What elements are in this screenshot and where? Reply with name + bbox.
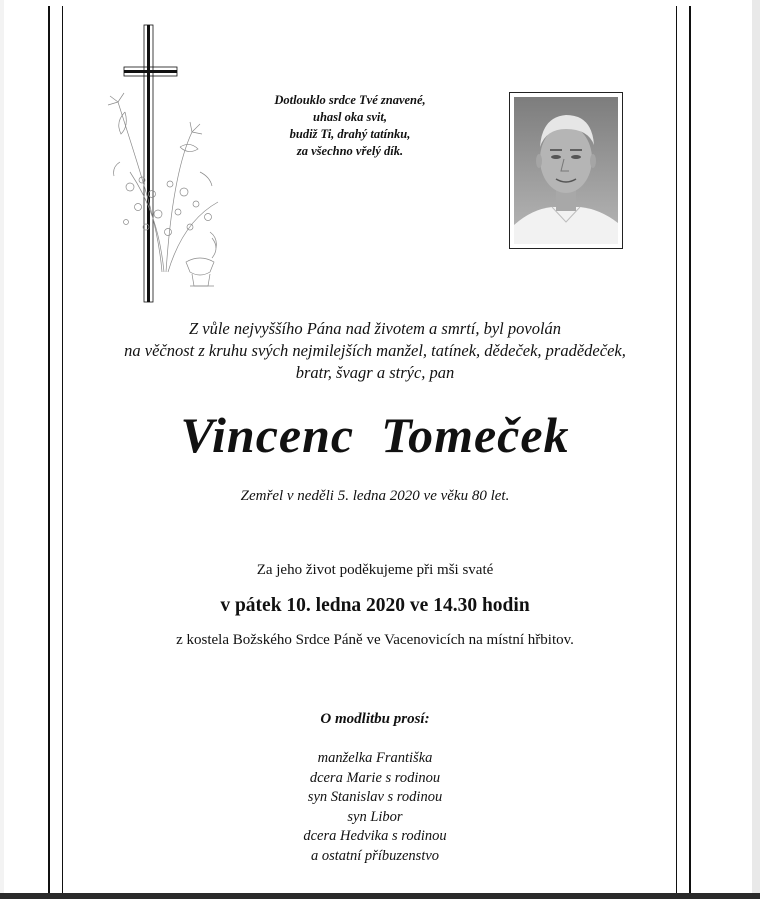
deceased-name: Vincenc Tomeček: [180, 407, 570, 463]
verse-line: Dotlouklo srdce Tvé znavené,: [274, 93, 426, 107]
mourner: syn Stanislav s rodinou: [307, 789, 443, 805]
portrait-image: [514, 97, 618, 244]
verse-line: uhasl oka svit,: [313, 110, 387, 124]
left-border-outer: [48, 6, 50, 893]
mourner: a ostatní příbuzenstvo: [310, 847, 440, 864]
cross-with-lilies: [100, 22, 235, 307]
death-notice: Zemřel v neděli 5. ledna 2020 ve věku 80 let.: [240, 488, 510, 504]
mass-thanks: Za jeho život poděkujeme při mši svaté: [256, 562, 494, 578]
funeral-location: z kostela Božského Srdce Páně ve Vacenovicích na místní hřbitov.: [176, 632, 574, 648]
mourner: dcera Hedvika s rodinou: [303, 828, 447, 844]
lily-bouquet-icon: [108, 93, 218, 286]
bottom-border: [0, 893, 760, 899]
mourners-list: [60, 749, 690, 866]
page-edge: [752, 0, 760, 893]
verse-line: budiž Ti, drahý tatínku,: [289, 127, 411, 141]
mourner: syn Libor: [347, 808, 403, 825]
intro-text: [60, 318, 690, 384]
portrait-photo: [509, 92, 623, 249]
prayer-heading: O modlitbu prosí:: [320, 711, 430, 727]
mourner: manželka Františka: [317, 750, 433, 766]
funeral-date: v pátek 10. ledna 2020 ve 14.30 hodin: [220, 595, 530, 616]
verse-line: za všechno vřelý dík.: [296, 144, 404, 158]
intro-line: bratr, švagr a strýc, pan: [295, 363, 455, 382]
mourner: dcera Marie s rodinou: [309, 769, 441, 786]
memorial-verse: [230, 92, 470, 160]
cross-icon: [124, 25, 177, 302]
intro-line: na věčnost z kruhu svých nejmilejších manžel, tatínek, dědeček, pradědeček,: [124, 341, 626, 360]
intro-line: Z vůle nejvyššího Pána nad životem a smrtí, byl povolán: [188, 319, 562, 338]
